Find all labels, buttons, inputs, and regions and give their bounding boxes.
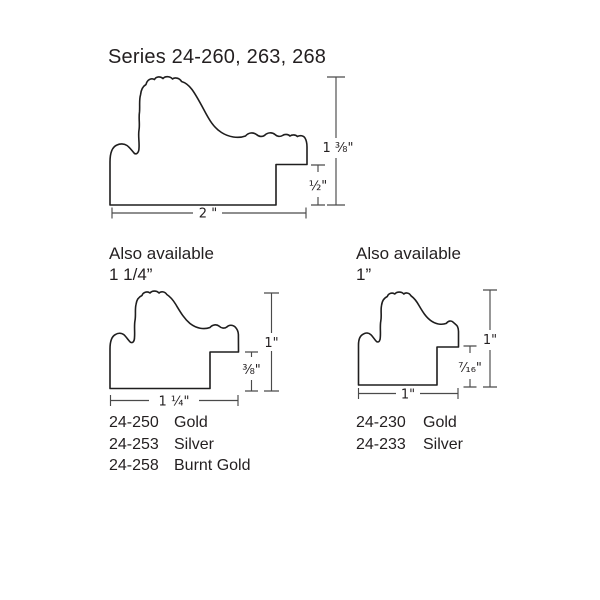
series-profile-outline <box>110 77 307 205</box>
product-finish: Gold <box>423 414 457 431</box>
variant-medium-profile-outline <box>110 291 239 388</box>
product-finish: Gold <box>174 414 208 431</box>
variant-medium-product-list <box>109 412 250 477</box>
product-row <box>109 434 250 456</box>
variant-medium-width-dimension-label: 1 ¼" <box>158 394 190 410</box>
series-rabbet-dimension-label: ½" <box>308 179 328 194</box>
product-finish: Burnt Gold <box>174 457 251 474</box>
product-finish: Silver <box>174 435 215 453</box>
variant-small-width-dimension-label: 1" <box>400 387 416 403</box>
variant-medium-heading <box>109 243 214 285</box>
variant-small-height-dimension-label: 1" <box>482 333 498 348</box>
product-code: 24-258 <box>109 457 159 474</box>
product-code: 24-250 <box>109 414 159 431</box>
variant-medium-height-dimension-label: 1" <box>264 336 279 351</box>
product-code: 24-230 <box>356 414 406 431</box>
variant-medium-heading-line1: Also available <box>109 244 214 263</box>
product-code: 24-233 <box>356 435 406 453</box>
variant-small-heading-line1: Also available <box>356 244 461 263</box>
product-finish: Silver <box>423 435 464 453</box>
product-row <box>109 455 250 477</box>
series-width-dimension-label: 2 " <box>198 206 218 222</box>
variant-small-heading <box>356 243 461 285</box>
variant-small-diagram <box>359 290 498 403</box>
variant-small-product-list <box>356 412 463 455</box>
product-row <box>356 434 463 456</box>
variant-small-rabbet-dimension-label: ⁷⁄₁₆" <box>458 361 482 376</box>
variant-medium-diagram <box>110 291 279 409</box>
page-title: Series 24-260, 263, 268 <box>108 46 327 68</box>
series-profile-diagram <box>110 77 353 222</box>
product-code: 24-253 <box>109 435 159 453</box>
series-height-dimension-label: 1 ⅜" <box>322 141 354 156</box>
variant-small-profile-outline <box>359 292 459 385</box>
product-row <box>109 412 250 434</box>
variant-medium-heading-size: 1 1/4” <box>109 265 153 284</box>
product-row <box>356 412 463 434</box>
variant-small-heading-size: 1” <box>356 265 372 284</box>
variant-medium-rabbet-dimension-label: ⅜" <box>242 363 261 378</box>
